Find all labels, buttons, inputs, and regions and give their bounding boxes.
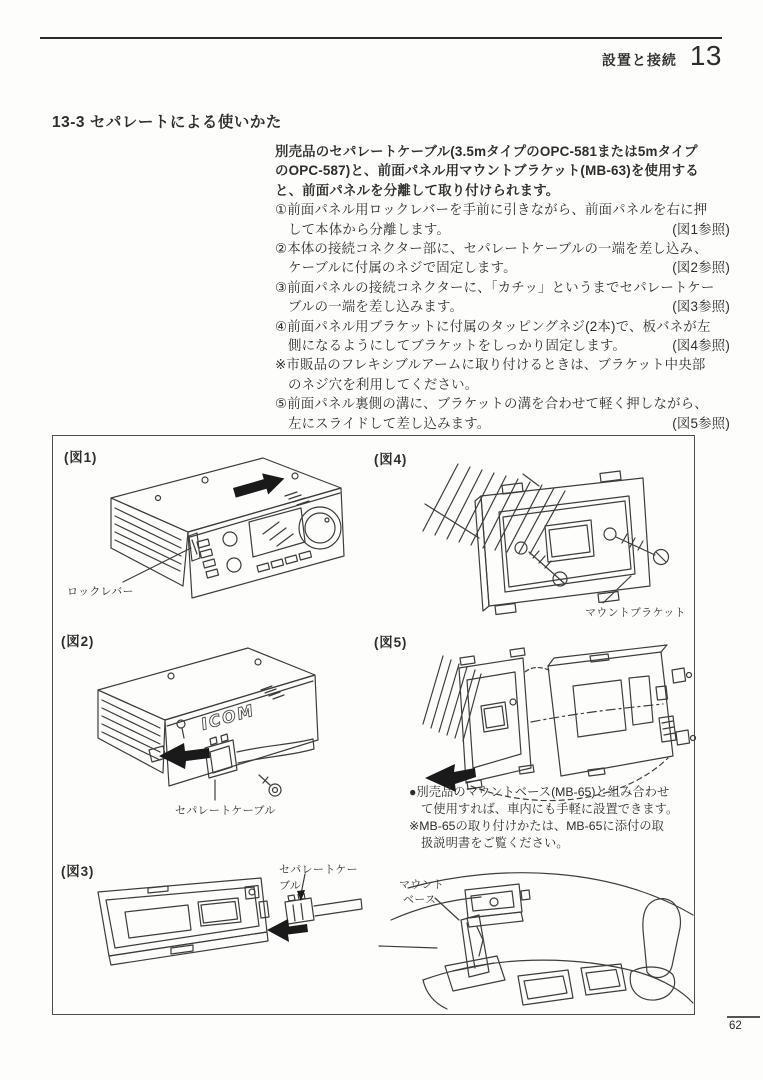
figure-3-cell xyxy=(53,860,363,1014)
step-text: のネジ穴を利用してください。 xyxy=(288,376,479,392)
cable-screw-icon xyxy=(259,775,281,796)
figure-reference: (図3参照) xyxy=(672,299,730,315)
tapping-screw-icon xyxy=(616,534,669,565)
separate-cable-line xyxy=(237,739,314,763)
figure-reference: (図1参照) xyxy=(672,221,730,237)
mount-base-callout-line1: マウント xyxy=(399,879,445,891)
figure-box xyxy=(52,435,695,1015)
step-text: ①前面パネル用ロックレバーを手前に引きながら、前面パネルを右に押 xyxy=(275,202,708,218)
instructions xyxy=(275,142,730,433)
cable-connector xyxy=(285,894,314,925)
mount-base-callout-line2: ベース xyxy=(403,894,437,906)
step-text: ブルの一端を差し込みます。 xyxy=(288,299,464,315)
fig4-mount-bracket-illustration xyxy=(363,436,696,628)
page-number-rule xyxy=(727,1016,760,1018)
note-line: 扱説明書をご覧ください。 xyxy=(421,836,569,850)
page-header xyxy=(602,40,722,72)
separate-cable-callout: セパレートケーブル xyxy=(279,864,358,892)
step-text: ケーブルに付属のネジで固定します。 xyxy=(288,260,517,276)
slide-right-arrow-icon xyxy=(231,468,287,503)
mount-bracket-callout: マウントブラケット xyxy=(585,607,686,619)
intro-line: のOPC-587)と、前面パネル用マウントブラケット(MB-63)を使用する xyxy=(275,163,699,179)
section-title: 13-3 セパレートによる使いかた xyxy=(52,114,282,131)
separate-cable-line xyxy=(314,899,362,916)
step-text: ⑤前面パネル裏側の溝に、ブラケットの溝を合わせて軽く押しながら、 xyxy=(275,396,708,412)
header-chapter-number: 13 xyxy=(689,40,722,71)
figure-5-cell xyxy=(363,628,696,860)
figure-5-label: (図5) xyxy=(374,635,408,650)
figure-reference: (図4参照) xyxy=(672,338,730,354)
step-text: 側になるようにしてブラケットをしっかり固定します。 xyxy=(288,338,627,354)
step-text: 左にスライドして差し込みます。 xyxy=(288,415,491,431)
header-rule xyxy=(40,37,722,39)
step-text: ※市販品のフレキシブルアームに取り付けるときは、ブラケット中央部 xyxy=(275,357,706,373)
intro-paragraph xyxy=(275,142,730,200)
step-text: ④前面パネル用ブラケットに付属のタッピングネジ(2本)で、板バネが左 xyxy=(275,318,711,334)
figure-1-label: (図1) xyxy=(64,450,98,465)
note-line: ※MB-65の取り付けかたは、MB-65に添付の取 xyxy=(409,819,664,833)
figure-3-label: (図3) xyxy=(61,864,95,879)
fig1-transceiver-slide-illustration xyxy=(53,436,363,628)
step-4 xyxy=(275,317,730,356)
figure-2-label: (図2) xyxy=(61,634,95,649)
step-5 xyxy=(275,394,730,433)
note-flexible-arm xyxy=(275,355,730,394)
separate-cable-callout: セパレートケーブル xyxy=(175,805,276,817)
step-3 xyxy=(275,278,730,317)
step-text: ②本体の接続コネクター部に、セパレートケーブルの一端を差し込み、 xyxy=(275,241,708,257)
lock-lever-callout: ロックレバー xyxy=(67,586,134,598)
step-2 xyxy=(275,239,730,278)
icom-logo: ICOM xyxy=(198,700,258,734)
bracket-leader-line xyxy=(603,576,631,603)
figure-reference: (図2参照) xyxy=(672,260,730,276)
gear-lever xyxy=(630,899,680,1000)
note-line: ●別売品のマウントベース(MB-65)と組み合わせ xyxy=(409,785,670,799)
page-number: 62 xyxy=(729,1020,742,1032)
figure-4-label: (図4) xyxy=(374,452,408,467)
mount-base-notes xyxy=(409,784,701,852)
step-1 xyxy=(275,200,730,239)
mount-base-leader-line xyxy=(435,898,459,920)
header-section-label: 設置と接続 xyxy=(601,52,677,68)
figure-1-cell xyxy=(53,436,363,628)
fig2-main-unit-cable-illustration xyxy=(53,628,363,860)
intro-line: 別売品のセパレートケーブル(3.5mタイプのOPC-581または5mタイプ xyxy=(275,144,698,159)
figure-reference: (図5参照) xyxy=(672,415,730,431)
lock-lever-leader-line xyxy=(123,548,191,582)
intro-line: と、前面パネルを分離して取り付けられます。 xyxy=(275,182,560,198)
wall-hatching xyxy=(423,656,481,741)
wall-hatching xyxy=(423,464,565,554)
car-mount-cell xyxy=(363,860,696,1014)
step-text: して本体から分離します。 xyxy=(288,221,451,237)
figure-4-cell xyxy=(363,436,696,628)
figure-2-cell xyxy=(53,628,363,860)
step-text: ③前面パネルの接続コネクターに、「カチッ」というまでセパレートケー xyxy=(275,279,715,295)
mounted-front-panel xyxy=(465,884,530,927)
note-line: て使用すれば、車内にも手軽に設置できます。 xyxy=(421,802,679,816)
